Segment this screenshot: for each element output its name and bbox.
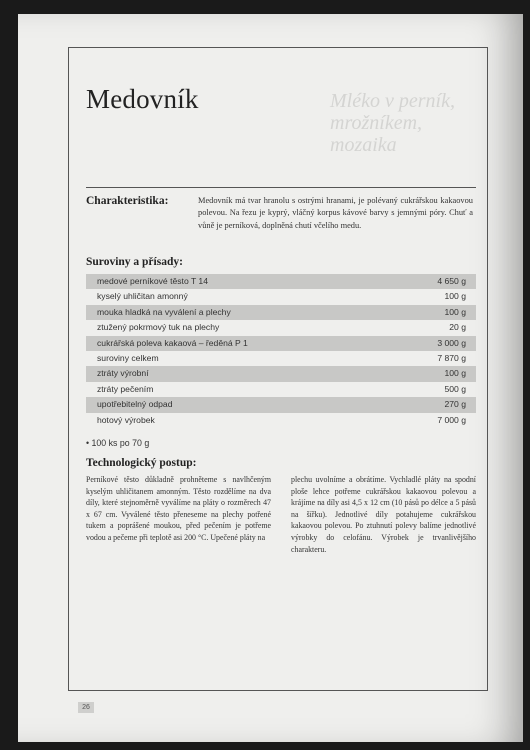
- ingredient-name: hotový výrobek: [97, 414, 155, 425]
- ingredient-value: 270 g: [444, 399, 466, 410]
- table-row: [86, 413, 476, 428]
- ingredient-name: ztráty výrobní: [97, 368, 149, 379]
- ingredient-name: upotřebitelný odpad: [97, 399, 173, 410]
- ingredient-value: 100 g: [444, 291, 466, 302]
- table-row: [86, 382, 476, 397]
- table-row: [86, 305, 476, 320]
- page-number: 26: [78, 702, 94, 713]
- ingredient-name: suroviny celkem: [97, 352, 159, 363]
- characteristics-label: Charakteristika:: [86, 195, 169, 207]
- procedure-text-column-2: plechu uvolníme a obrátíme. Vychladlé pláty na spodní ploše lehce potřeme cukrářskou kakaovou polevou a krájíme na díly asi 4,5 x 12 cm (10 pásů po délce a 5 pásů na šířku). Jednotlivé díly potahujeme cukrářskou kakaovou polevou. Po ztuhnutí polevy balíme jednotlivé výrobky do celofánu. Výrobek je trvanlivějšího charakteru.: [291, 475, 476, 554]
- ingredient-name: medové perníkové těsto T 14: [97, 276, 208, 286]
- table-row: [86, 289, 476, 304]
- ingredient-value: 3 000 g: [437, 337, 466, 348]
- ingredient-value: 7 000 g: [437, 414, 466, 425]
- ingredient-value: 4 650 g: [437, 276, 466, 286]
- procedure-heading: Technologický postup:: [86, 457, 197, 469]
- ingredients-table: [86, 274, 476, 428]
- table-row: [86, 397, 476, 412]
- ingredient-name: cukrářská poleva kakaová – ředěná P 1: [97, 337, 248, 348]
- ingredients-heading: Suroviny a přísady:: [86, 256, 183, 268]
- table-row: [86, 336, 476, 351]
- recipe-title: Medovník: [86, 84, 199, 114]
- yield-note: • 100 ks po 70 g: [86, 438, 150, 448]
- table-row: [86, 351, 476, 366]
- ingredient-name: mouka hladká na vyválení a plechy: [97, 306, 231, 317]
- ingredient-value: 20 g: [449, 322, 466, 333]
- table-row: [86, 320, 476, 335]
- characteristics-text: Medovník má tvar hranolu s ostrými hranami, je polévaný cukrářskou kakaovou polevou. Na řezu je kyprý, vláčný korpus kávové barvy s jemnými póry. Chuť a vůně je perníková, doplněná chutí včelího medu.: [198, 196, 473, 230]
- bleed-through-text: Mléko v perník, mrožníkem, mozaika: [330, 90, 455, 156]
- ingredient-value: 100 g: [444, 368, 466, 379]
- table-row: [86, 274, 476, 289]
- ingredient-value: 7 870 g: [437, 352, 466, 363]
- ingredient-name: ztužený pokrmový tuk na plechy: [97, 322, 220, 333]
- ingredient-name: ztráty pečením: [97, 383, 154, 394]
- ingredient-name: kyselý uhličitan amonný: [97, 291, 188, 302]
- ingredient-value: 100 g: [444, 306, 466, 317]
- procedure-text-column-1: Perníkové těsto důkladně prohněteme s navlhčeným kyselým uhličitanem amonným. Těsto rozdělíme na dva díly, které stejnoměrně vyválíme na pláty o rozměrech 47 x 67 cm. Vyválené těsto přeneseme na plechy potřené tukem a poprášené moukou, před pečením je potřeme vodou a pečeme při teplotě asi 200 °C. Upečené pláty na: [86, 475, 271, 542]
- table-row: [86, 366, 476, 381]
- divider: [86, 187, 476, 188]
- ingredient-value: 500 g: [444, 383, 466, 394]
